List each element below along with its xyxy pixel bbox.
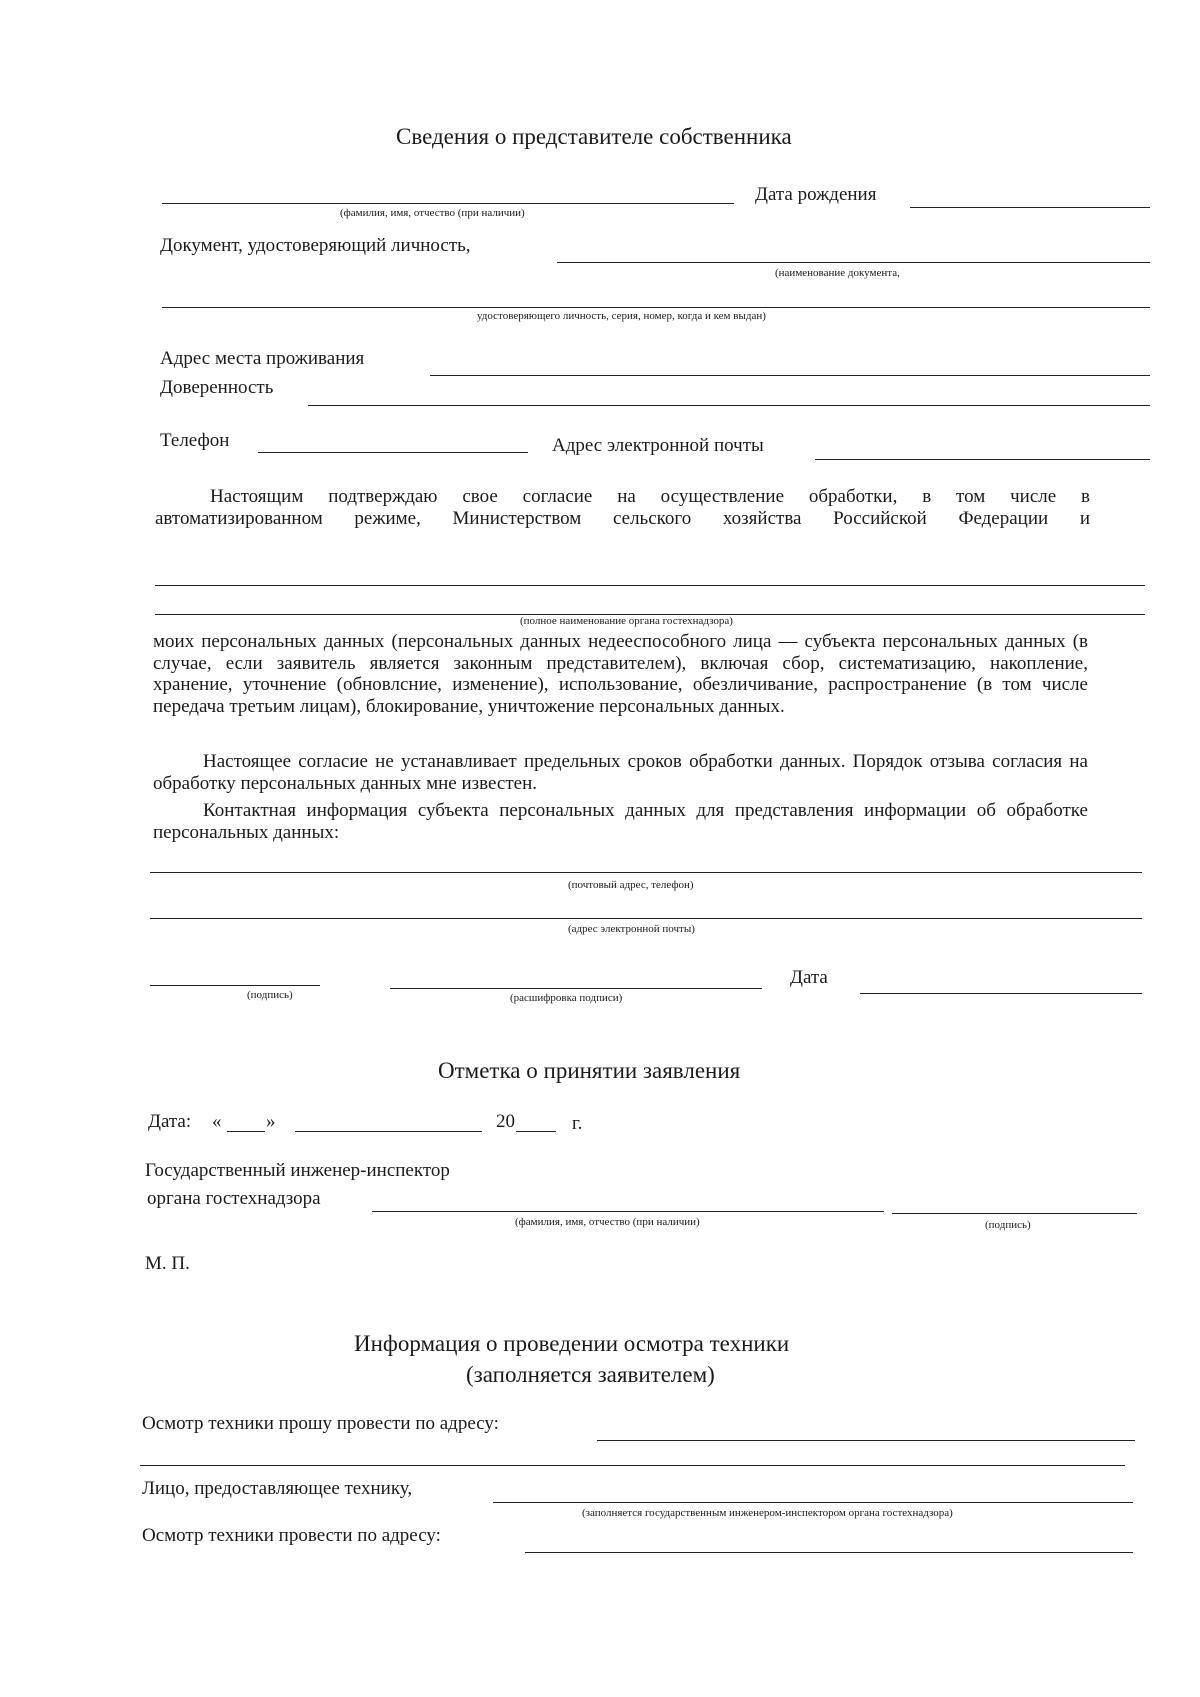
section-subtitle-inspection: (заполняется заявителем): [466, 1362, 715, 1387]
consent-text-line1: Настоящим подтверждаю свое согласие на осуществление обработки, в том числе в: [210, 486, 1090, 507]
id-document-details-caption: удостоверяющего личность, серия, номер, когда и кем выдан): [477, 310, 766, 322]
inspector-fio-field[interactable]: [372, 1211, 884, 1212]
quote-close: »: [266, 1111, 276, 1132]
organ-name-field-1[interactable]: [155, 585, 1145, 586]
section-title-acceptance: Отметка о принятии заявления: [438, 1058, 741, 1083]
month-field[interactable]: [295, 1131, 482, 1132]
consent-text-line2: автоматизированном режиме, Министерством сельского хозяйства Российской Федерации и: [155, 508, 1090, 529]
inspector-fio-caption: (фамилия, имя, отчество (при наличии): [515, 1216, 700, 1228]
postal-address-phone-field[interactable]: [150, 872, 1142, 873]
inspection-address-request-label: Осмотр техники прошу провести по адресу:: [142, 1413, 499, 1434]
fio-caption: (фамилия, имя, отчество (при наличии): [340, 207, 525, 219]
organ-name-caption: (полное наименование органа гостехнадзора): [520, 615, 733, 627]
id-document-caption: (наименование документа,: [775, 267, 900, 279]
email-field[interactable]: [815, 459, 1150, 460]
equipment-provider-label: Лицо, предоставляющее технику,: [142, 1478, 413, 1499]
consent-date-label: Дата: [790, 967, 828, 988]
consent-email-field[interactable]: [150, 918, 1142, 919]
proxy-label: Доверенность: [160, 377, 274, 398]
postal-address-phone-caption: (почтовый адрес, телефон): [568, 879, 694, 891]
equipment-provider-caption: (заполняется государственным инженером-инспектором органа гостехнадзора): [582, 1507, 953, 1519]
inspection-address-request-field-2[interactable]: [140, 1465, 1125, 1466]
consent-signature-field[interactable]: [150, 985, 320, 986]
inspector-title-line1: Государственный инженер-инспектор: [145, 1160, 450, 1181]
consent-paragraph-actions: моих персональных данных (персональных данных недееспособного лица — субъекта персональных данных (в случае, если заявитель является законным представителем), включая сбор, систематизацию, накопление, хранение, уточнение (обновлсние, изменение), использование, обезличивание, распространение (в том числе передача третьим лицам), блокирование, уничтожение персональных данных.: [153, 631, 1088, 717]
birth-date-label: Дата рождения: [755, 184, 877, 205]
consent-signature-caption: (подпись): [247, 989, 293, 1001]
email-label: Адрес электронной почты: [552, 435, 764, 456]
inspector-title-line2: органа гостехнадзора: [147, 1188, 321, 1209]
phone-label: Телефон: [160, 430, 230, 451]
id-document-field[interactable]: [557, 262, 1150, 263]
section-title-representative: Сведения о представителе собственника: [396, 124, 792, 149]
equipment-provider-field[interactable]: [493, 1502, 1133, 1503]
birth-date-field[interactable]: [910, 207, 1150, 208]
section-title-inspection: Информация о проведении осмотра техники: [354, 1331, 790, 1356]
inspection-address-request-field[interactable]: [597, 1440, 1135, 1441]
year-suffix: г.: [572, 1113, 583, 1134]
day-field[interactable]: [227, 1131, 265, 1132]
consent-paragraph-contacts: Контактная информация субъекта персональных данных для представления информации об обработке персональных данных:: [153, 800, 1088, 843]
residence-address-label: Адрес места проживания: [160, 348, 365, 369]
inspection-address-conduct-label: Осмотр техники провести по адресу:: [142, 1525, 441, 1546]
inspection-address-conduct-field[interactable]: [525, 1552, 1133, 1553]
consent-paragraph-terms: Настоящее согласие не устанавливает предельных сроков обработки данных. Порядок отзыва согласия на обработку персональных данных мне известен.: [153, 751, 1088, 794]
proxy-field[interactable]: [308, 405, 1150, 406]
inspector-signature-field[interactable]: [892, 1213, 1137, 1214]
year-prefix: 20: [496, 1111, 515, 1132]
residence-address-field[interactable]: [430, 375, 1150, 376]
fio-field[interactable]: [162, 203, 734, 204]
id-document-details-field[interactable]: [162, 307, 1150, 308]
consent-email-caption: (адрес электронной почты): [568, 923, 695, 935]
quote-open: «: [212, 1111, 222, 1132]
consent-date-field[interactable]: [860, 993, 1142, 994]
signature-decode-field[interactable]: [390, 988, 762, 989]
year-field[interactable]: [516, 1131, 556, 1132]
id-document-label: Документ, удостоверяющий личность,: [160, 235, 471, 256]
stamp-place: М. П.: [145, 1253, 190, 1274]
phone-field[interactable]: [258, 452, 528, 453]
inspector-signature-caption: (подпись): [985, 1219, 1031, 1231]
signature-decode-caption: (расшифровка подписи): [510, 992, 623, 1004]
acceptance-date-label: Дата:: [148, 1111, 192, 1132]
